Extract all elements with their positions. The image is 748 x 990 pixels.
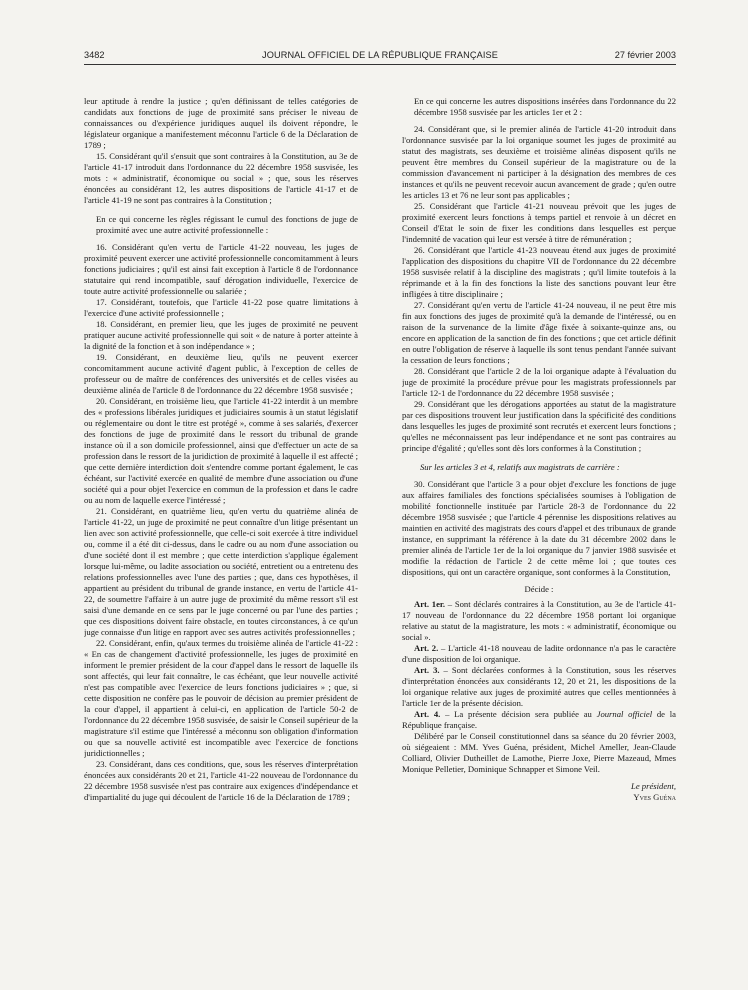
section-heading: En ce qui concerne les règles régissant le cumul des fonctions de juge de proximité avec une autre activité professionnelle : (96, 214, 358, 235)
article-label: Art. 3. (414, 665, 440, 675)
section-heading-italic: Sur les articles 3 et 4, relatifs aux magistrats de carrière : (420, 462, 620, 472)
paragraph: 29. Considérant que les dérogations apportées au statut de la magistrature par ces dispositions trouvent leur justification dans la spécificité des conditions dans lesquelles les juges de proximité sont recrutés et exercent leurs fonctions ; qu'elles ne méconnaissent pas leur indépendance et ne sont pas contraires au principe d'égalité ; qu'elles sont dès lors conformes à la Constitution ; (402, 399, 676, 453)
paragraph: 23. Considérant, dans ces conditions, que, sous les réserves d'interprétation énoncées aux considérants 20 et 21, l'article 41-22 nouveau de l'ordonnance du 22 décembre 1958 susvisée n'est pas contraire aux exigences d'indépendance et d'impartialité du juge qui découlent de l'article 16 de la Déclaration de 1789 ; (84, 759, 358, 802)
article-text: – Sont déclarés contraires à la Constitution, au 3e de l'article 41-17 nouveau de l'ordonnance du 22 décembre 1958 portant loi organique relative au statut de la magistrature, les mots : « administratif, économique ou social ». (402, 599, 676, 642)
article-text: – Sont déclarées conformes à la Constitution, sous les réserves d'interprétation énoncées aux considérants 12, 20 et 21, les dispositions de la loi organique relative aux juges de proximité autres que celles mentionnées à l'article 1er de la présente décision. (402, 665, 676, 708)
article-text: de la République française. (402, 709, 676, 730)
paragraph: 20. Considérant, en troisième lieu, que l'article 41-22 interdit à un membre des « professions libérales juridiques et judiciaires soumis à un statut législatif ou réglementaire ou dont le titre est protégé », comme à ses salariés, d'exercer des fonctions de juge de proximité dans le ressort du tribunal de grande instance où il a son domicile professionnel, ainsi que d'effectuer un acte de sa profession dans le ressort de la juridiction de proximité à laquelle il est affecté ; que cette dernière interdiction doit s'entendre comme portant également, le cas échéant, sur l'activité exercée en qualité de membre d'une association ou d'une société qui a pour objet l'exercice en commun de la profession et dans le cadre ou au nom de laquelle exerce l'intéressé ; (84, 396, 358, 505)
deliberation-paragraph: Délibéré par le Conseil constitutionnel dans sa séance du 20 février 2003, où siégeaient : MM. Yves Guéna, président, Michel Ameller, Jean-Claude Colliard, Olivier Dutheillet de Lamothe, Pierre Joxe, Pierre Mazeaud, Mmes Monique Pelletier, Dominique Schnapper et Simone Veil. (402, 731, 676, 774)
paragraph: 15. Considérant qu'il s'ensuit que sont contraires à la Constitution, au 3e de l'article 41-17 introduit dans l'ordonnance du 22 décembre 1958 susvisée, les mots : « administratif, économique ou social » ; que, sous les réserves énoncées au considérant 12, les autres dispositions de l'article 41-17 et de l'article 41-19 ne sont pas contraires à la Constitution ; (84, 151, 358, 205)
right-column (402, 96, 676, 956)
paragraph: 18. Considérant, en premier lieu, que les juges de proximité ne peuvent pratiquer aucune activité professionnelle qui soit « de nature à porter atteinte à la dignité de la fonction et à son indépendance » ; (84, 319, 358, 351)
publication-date: 27 février 2003 (614, 50, 676, 60)
paragraph: 17. Considérant, toutefois, que l'article 41-22 pose quatre limitations à l'exercice d'une activité professionnelle ; (84, 297, 358, 318)
page-number: 3482 (84, 50, 105, 60)
paragraph: 30. Considérant que l'article 3 a pour objet d'exclure les fonctions de juge aux affaires familiales des fonctions spécialisées soumises à l'obligation de mobilité fonctionnelle instituée par l'article 28-3 de l'ordonnance du 22 décembre 1958 susvisée ; que l'article 4 pérennise les dispositions relatives au maintien en activité des magistrats des cours d'appel et des tribunaux de grande instance, en supprimant la référence à la date du 31 décembre 2002 dans le premier alinéa de l'article 1er de la loi organique du 7 janvier 1988 susvisée et modifie la rédaction de l'article 2 de cette même loi ; que toutes ces dispositions, qui ont un caractère organique, sont conformes à la Constitution, (402, 479, 676, 577)
journal-title: JOURNAL OFFICIEL DE LA RÉPUBLIQUE FRANÇAISE (262, 50, 498, 60)
article-label: Art. 2. (414, 643, 439, 653)
article-label: Art. 1er. (414, 599, 446, 609)
article-paragraph (402, 665, 676, 709)
decision-heading: Décide : (524, 584, 554, 594)
left-column (84, 96, 358, 956)
paragraph: 28. Considérant que l'article 2 de la loi organique adapte à l'évaluation du juge de proximité la procédure prévue pour les magistrats professionnels par l'article 12-1 de l'ordonnance du 22 décembre 1958 susvisée ; (402, 366, 676, 398)
article-label: Art. 4. (414, 709, 441, 719)
section-heading: En ce qui concerne les autres dispositions insérées dans l'ordonnance du 22 décembre 1958 susvisée par les articles 1er et 2 : (414, 96, 676, 117)
header-rule (84, 64, 676, 65)
paragraph: 16. Considérant qu'en vertu de l'article 41-22 nouveau, les juges de proximité peuvent exercer une activité professionnelle concomitamment à leurs fonctions judiciaires ; qu'il est ainsi fait exception à l'article 8 de l'ordonnance statutaire qui rend incompatible, sauf dérogation individuelle, l'exercice de toute autre activité professionnelle ou salariée ; (84, 242, 358, 296)
article-paragraph (402, 643, 676, 665)
paragraph: 24. Considérant que, si le premier alinéa de l'article 41-20 introduit dans l'ordonnance susvisée par la loi organique soumet les juges de proximité au statut des magistrats, ses deuxième et troisième alinéas disposent qu'ils ne peuvent être membres du Conseil supérieur de la magistrature ou de la commission d'avancement ni participer à la désignation des membres de ces instances et qu'ils ne peuvent recevoir aucun avancement de grade ; qu'en outre les articles 13 et 76 ne leur sont pas applicables ; (402, 124, 676, 200)
article-text: – La présente décision sera publiée au (440, 709, 597, 719)
journal-name: Journal officiel (596, 709, 653, 719)
paragraph: leur aptitude à rendre la justice ; qu'en définissant de telles catégories de candidats aux fonctions de juge de proximité sans préciser le niveau de connaissances ou d'expérience juridiques auquel ils doivent répondre, le législateur organique a manifestement méconnu l'article 6 de la Déclaration de 1789 ; (84, 96, 358, 150)
paragraph: 22. Considérant, enfin, qu'aux termes du troisième alinéa de l'article 41-22 : « En cas de changement d'activité professionnelle, les juges de proximité en informent le premier président de la cour d'appel dans le ressort de laquelle ils sont affectés, qui leur fait connaître, le cas échéant, que leur nouvelle activité n'est pas compatible avec l'exercice de leurs fonctions judiciaires » ; que, si cette disposition ne confère pas le pouvoir de décision au premier président de la cour d'appel, il appartient à celui-ci, en application de l'article 50-2 de l'ordonnance du 22 décembre 1958 susvisée, de saisir le Conseil supérieur de la magistrature s'il estime que l'intéressé a méconnu son obligation d'information ou que sa nouvelle activité est incompatible avec l'exercice de fonctions juridictionnelles ; (84, 638, 358, 758)
paragraph: 26. Considérant que l'article 41-23 nouveau étend aux juges de proximité l'application des dispositions du chapitre VII de l'ordonnance du 22 décembre 1958 susvisée relatif à la discipline des magistrats ; qu'il limite toutefois à la réprimande et à la fin des fonctions la liste des sanctions pouvant leur être infligées à titre disciplinaire ; (402, 245, 676, 299)
signature-name: Yves Guéna (633, 792, 676, 802)
paragraph: 27. Considérant qu'en vertu de l'article 41-24 nouveau, il ne peut être mis fin aux fonctions des juges de proximité qu'à la demande de l'intéressé, ou en raison de la survenance de la limite d'âge fixée à soixante-quinze ans, ou encore en application de la sanction de fin des fonctions ; que cet article définit en outre l'obligation de réserve à laquelle ils sont tenus pendant l'année suivant la cessation de leurs fonctions ; (402, 300, 676, 365)
paragraph: 25. Considérant que l'article 41-21 nouveau prévoit que les juges de proximité exercent leurs fonctions à temps partiel et renvoie à un décret en Conseil d'Etat le soin de fixer les conditions dans lesquelles est perçue l'indemnité de vacation qui leur est versée à titre de rémunération ; (402, 201, 676, 244)
paragraph: 19. Considérant, en deuxième lieu, qu'ils ne peuvent exercer concomitamment aucune activité d'agent public, à l'exception de celles de professeur ou de maître de conférences des universités et de celles visées au deuxième alinéa de l'article 8 de l'ordonnance du 22 décembre 1958 susvisée ; (84, 352, 358, 395)
paragraph: 21. Considérant, en quatrième lieu, qu'en vertu du quatrième alinéa de l'article 41-22, un juge de proximité ne peut connaître d'un litige présentant un lien avec son activité professionnelle, que celle-ci soit exercée à titre individuel ou, comme il a été dit ci-dessus, dans le cadre ou au nom d'une association ou d'une société dont il est membre ; que cette interdiction s'applique également lorsque lui-même, ou ladite association ou société, entretient ou a entretenu des relations professionnelles avec l'une des parties ; que, dans ces hypothèses, il appartient au président du tribunal de grande instance, en vertu de l'article 41-22, de soumettre l'affaire à un autre juge de proximité du même ressort s'il est saisi d'une demande en ce sens par le juge concerné ou par l'une des parties ; que ces dispositions doivent faire obstacle, en toutes circonstances, à ce qu'un juge connaisse d'un litige en rapport avec ses autres activités professionnelles ; (84, 506, 358, 637)
article-text: – L'article 41-18 nouveau de ladite ordonnance n'a pas le caractère d'une disposition de loi organique. (402, 643, 676, 664)
page-header (84, 48, 676, 62)
signature-role: Le président, (631, 781, 676, 791)
article-paragraph (402, 599, 676, 643)
article-paragraph (402, 709, 676, 731)
